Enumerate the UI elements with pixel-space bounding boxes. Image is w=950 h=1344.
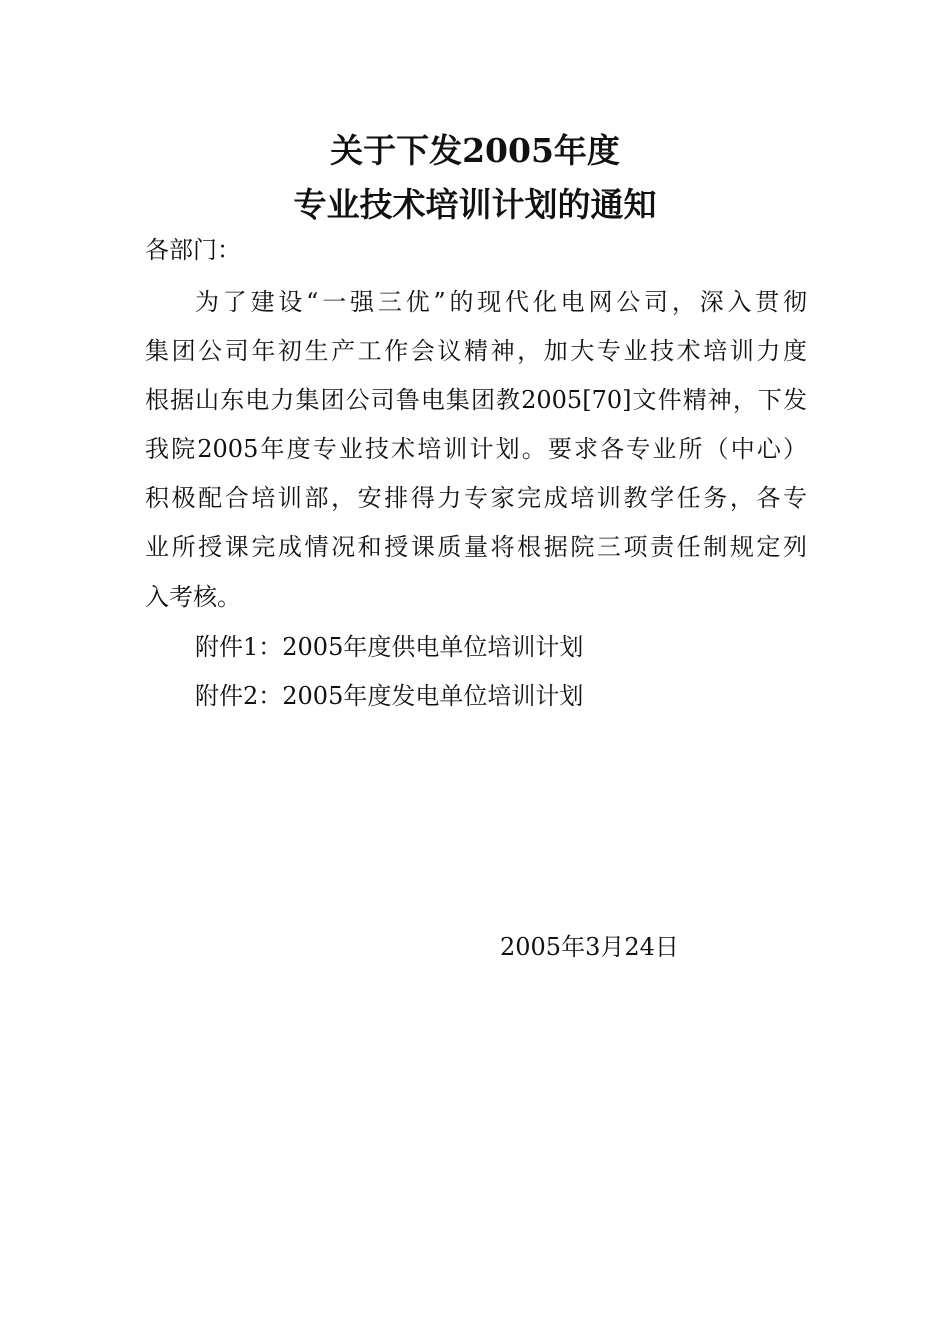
attachment-1: 附件1：2005年度供电单位培训计划 (195, 633, 584, 661)
salutation: 各部门： (145, 236, 241, 264)
document-title-line-2: 专业技术培训计划的通知 (293, 185, 657, 224)
body-line-1: 为了建设“一强三优”的现代化电网公司，深入贯彻 (195, 288, 807, 316)
document-title-line-1: 关于下发2005年度 (330, 131, 620, 170)
body-line-5: 积极配合培训部，安排得力专家完成培训教学任务，各专 (145, 484, 807, 512)
body-line-7: 入考核。 (145, 583, 241, 611)
attachment-2: 附件2：2005年度发电单位培训计划 (195, 682, 584, 710)
body-line-6: 业所授课完成情况和授课质量将根据院三项责任制规定列 (145, 533, 807, 561)
document-date: 2005年3月24日 (500, 933, 679, 961)
body-line-3: 根据山东电力集团公司鲁电集团教2005[70]文件精神，下发 (145, 386, 807, 414)
body-line-2: 集团公司年初生产工作会议精神，加大专业技术培训力度 (145, 337, 807, 365)
body-line-4: 我院2005年度专业技术培训计划。要求各专业所（中心） (145, 435, 807, 463)
